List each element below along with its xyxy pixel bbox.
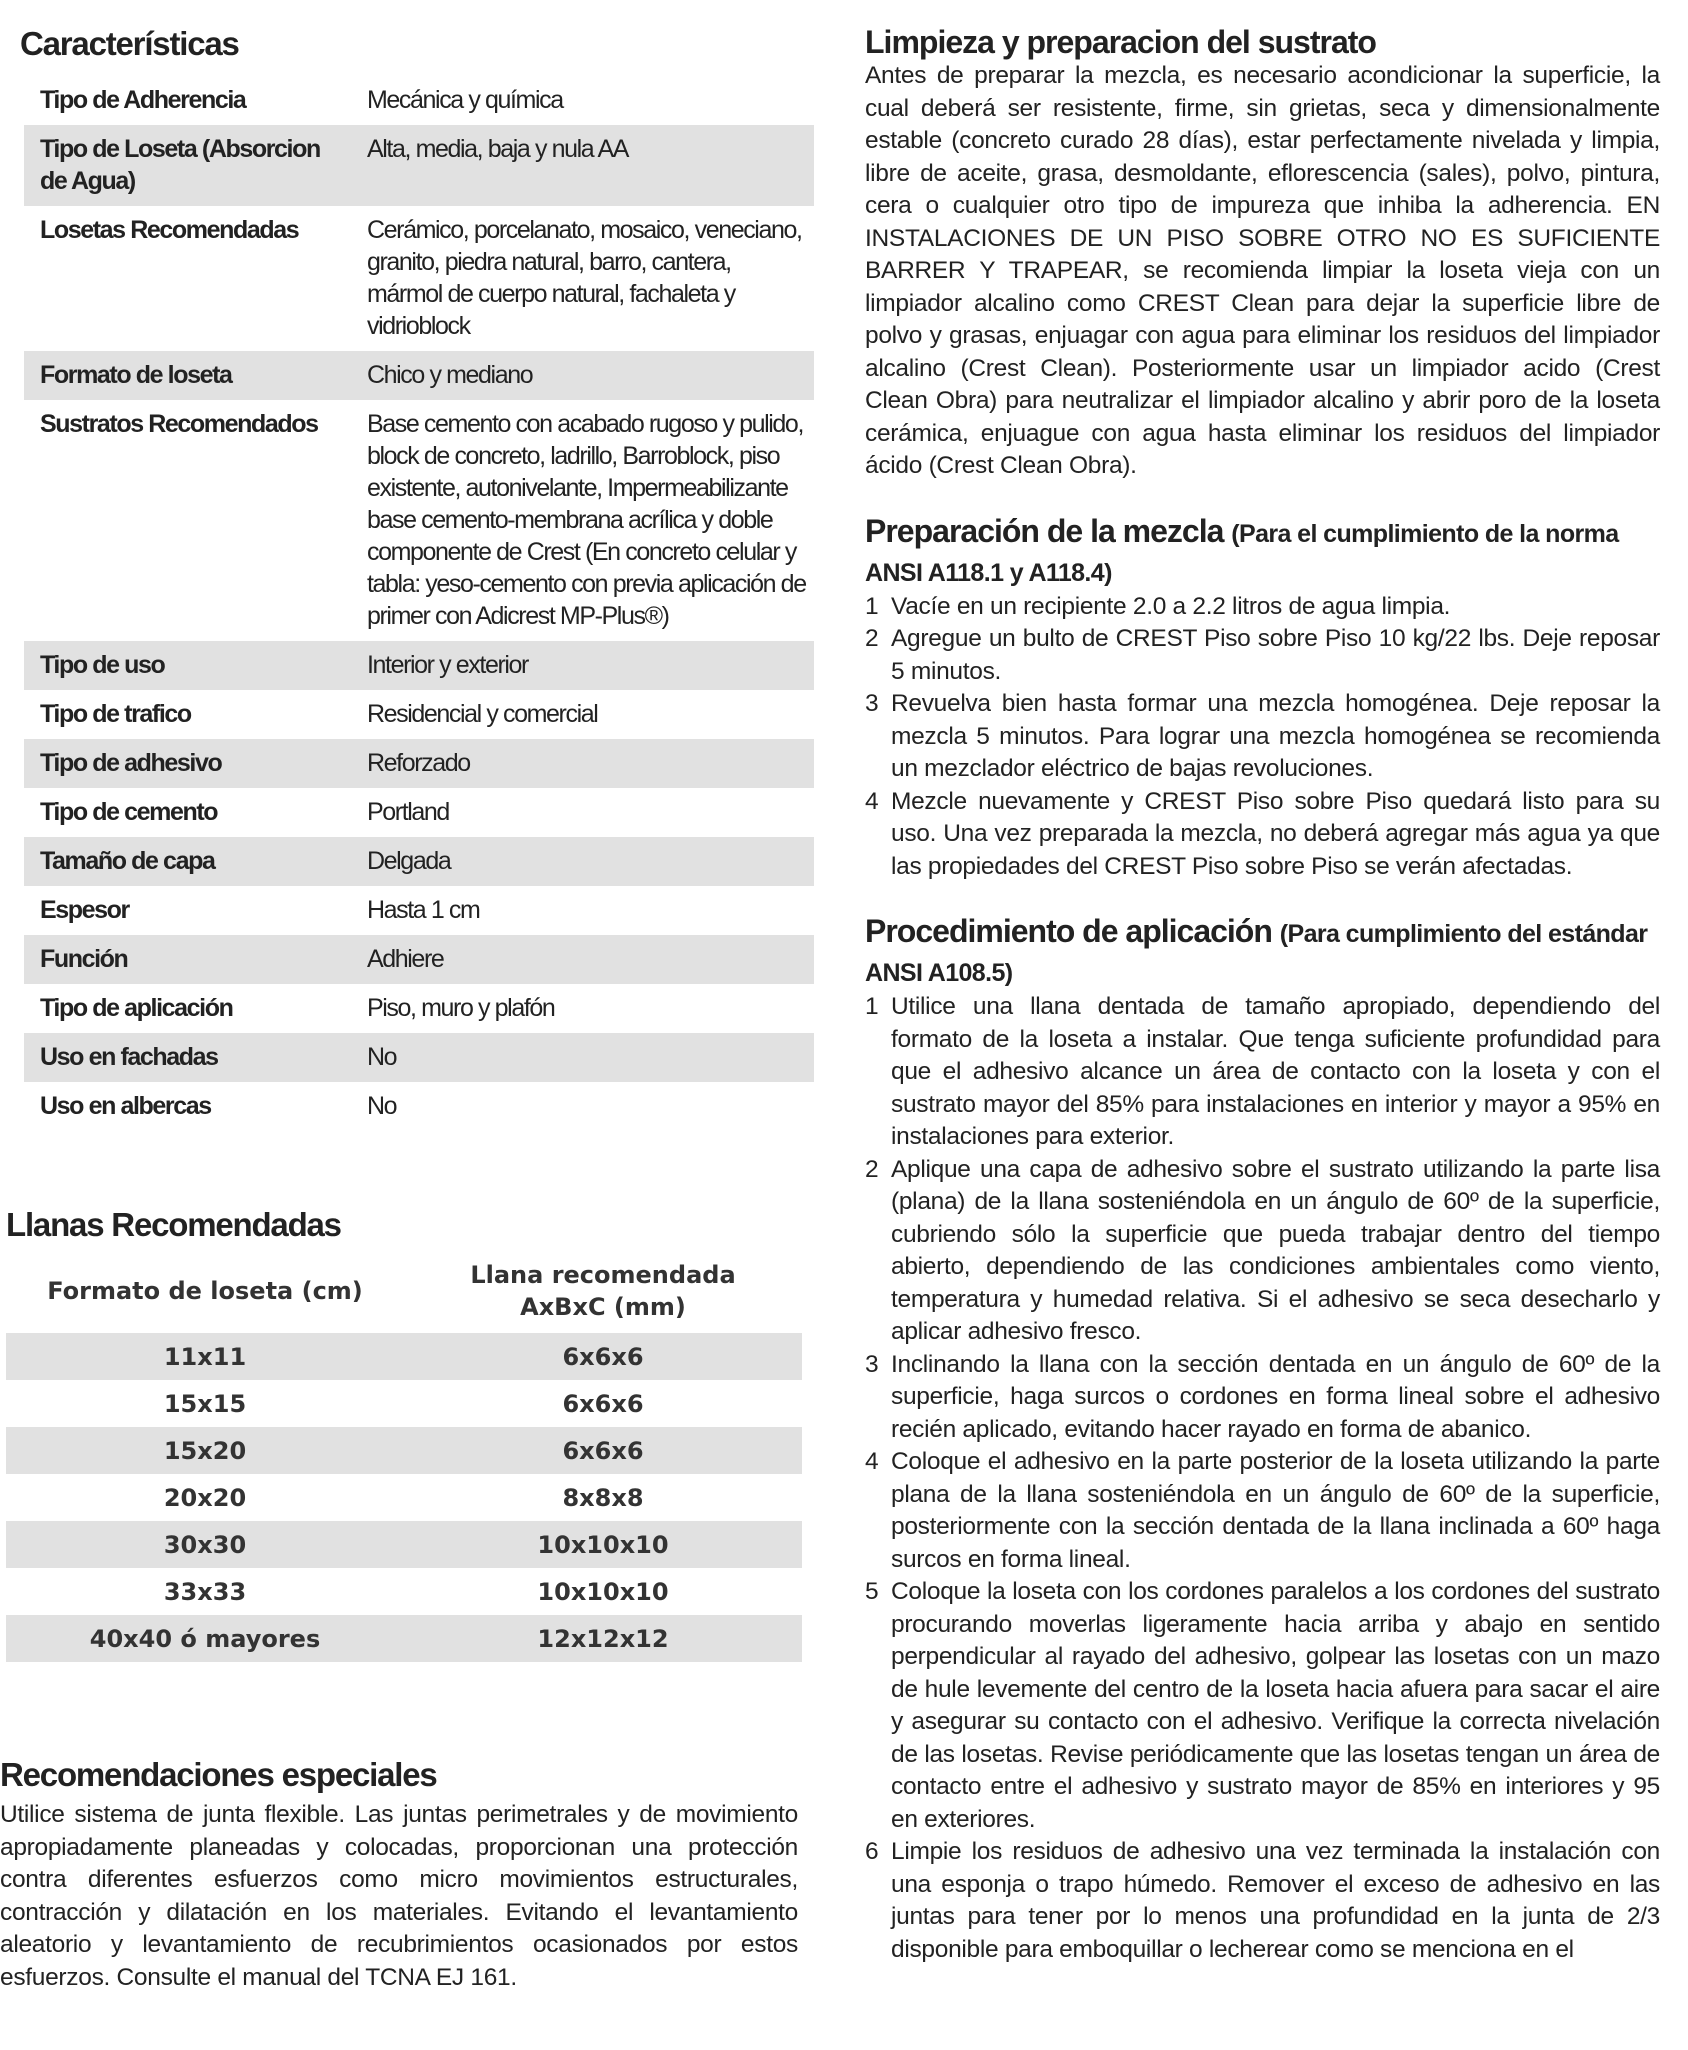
caracteristicas-row xyxy=(24,886,814,935)
llanas-row xyxy=(6,1427,802,1474)
caracteristicas-row xyxy=(24,206,814,351)
left-column xyxy=(20,24,820,1131)
step-number: 3 xyxy=(865,690,879,717)
recomendaciones-text: Utilice sistema de junta flexible. Las juntas perimetrales y de movimiento apropiadamente planeadas y colocadas, proporcionan una protección contra diferentes esfuerzos como micro movimientos estructurales, contracción y dilatación en los materiales. Evitando el levantamiento aleatorio y levantamiento de recubrimientos ocasionados por estos esfuerzos. Consulte el manual del TCNA EJ 161. xyxy=(0,1801,798,1991)
caracteristicas-row xyxy=(24,1082,814,1131)
procedimiento-step xyxy=(865,1154,1660,1349)
llanas-llana-cell: 10x10x10 xyxy=(537,1577,669,1606)
step-text: Agregue un bulto de CREST Piso sobre Piso 10 kg/22 lbs. Deje reposar 5 minutos. xyxy=(891,625,1660,685)
procedimiento-title: Procedimiento de aplicación xyxy=(865,913,1272,949)
caracteristicas-row xyxy=(24,690,814,739)
llanas-llana-cell: 10x10x10 xyxy=(404,1521,802,1568)
preparacion-step xyxy=(865,786,1660,884)
caracteristicas-row xyxy=(24,400,814,641)
caracteristica-value: Delgada xyxy=(351,837,814,886)
caracteristicas-row xyxy=(24,76,814,125)
caracteristicas-row xyxy=(24,984,814,1033)
step-number: 3 xyxy=(865,1350,879,1378)
caracteristica-label: Tipo de Loseta (Absorcion de Agua) xyxy=(24,125,351,206)
procedimiento-heading xyxy=(865,913,1660,991)
llanas-row xyxy=(6,1615,802,1662)
caracteristica-value: Cerámico, porcelanato, mosaico, veneciano, granito, piedra natural, barro, cantera, mármol de cuerpo natural, fachaleta y vidrioblock xyxy=(367,216,802,340)
step-text: Inclinando la llana con la sección dentada en un ángulo de 60º de la superficie, haga surcos o cordones en forma lineal sobre el adhesivo recién aplicado, evitando hacer rayado en forma de abanico. xyxy=(891,1350,1660,1443)
caracteristicas-row xyxy=(24,788,814,837)
preparacion-step xyxy=(865,688,1660,786)
llanas-row xyxy=(6,1333,802,1380)
llanas-formato-cell: 15x15 xyxy=(163,1389,247,1418)
caracteristica-label: Tipo de aplicación xyxy=(40,994,233,1022)
llanas-row xyxy=(6,1380,802,1427)
llanas-llana-cell: 6x6x6 xyxy=(404,1333,802,1380)
caracteristica-value: Interior y exterior xyxy=(351,641,814,690)
caracteristica-value: Reforzado xyxy=(351,739,814,788)
step-text: Coloque el adhesivo en la parte posterior de la loseta utilizando la parte plana de la llana sosteniéndola en un ángulo de 60º de la superficie, posteriormente con la sección dentada de la llana inclinada a 60º haga surcos en forma lineal. xyxy=(891,1448,1660,1573)
llanas-formato-cell: 40x40 ó mayores xyxy=(6,1615,404,1662)
preparacion-steps xyxy=(865,591,1660,884)
llanas-row xyxy=(6,1568,802,1615)
caracteristica-label: Tipo de cemento xyxy=(40,798,218,826)
step-number: 2 xyxy=(865,1155,879,1183)
recomendaciones-section xyxy=(0,1755,798,1994)
procedimiento-step xyxy=(865,1349,1660,1447)
llanas-formato-cell: 20x20 xyxy=(163,1483,247,1512)
caracteristicas-row xyxy=(24,837,814,886)
preparacion-heading xyxy=(865,513,1660,591)
caracteristica-value: Mecánica y química xyxy=(367,86,563,114)
caracteristica-label: Losetas Recomendadas xyxy=(40,216,299,244)
procedimiento-section xyxy=(865,913,1660,1966)
llanas-llana-cell: 8x8x8 xyxy=(562,1483,644,1512)
llanas-formato-cell: 15x20 xyxy=(6,1427,404,1474)
llanas-table xyxy=(6,1259,802,1662)
step-text: Revuelva bien hasta formar una mezcla homogénea. Deje reposar la mezcla 5 minutos. Para lograr una mezcla homogénea se recomienda un mezclador eléctrico de bajas revoluciones. xyxy=(891,690,1660,782)
step-number: 1 xyxy=(865,993,879,1020)
preparacion-title: Preparación de la mezcla xyxy=(865,512,1224,549)
step-number: 1 xyxy=(865,592,879,620)
preparacion-step xyxy=(865,623,1660,688)
procedimiento-subtitle: (Para cumplimiento del estándar ANSI A108.5) xyxy=(865,920,1648,987)
step-text: Mezcle nuevamente y CREST Piso sobre Piso quedará listo para su uso. Una vez preparada la mezcla, no deberá agregar más agua ya que las propiedades del CREST Piso sobre Piso se verán afectadas. xyxy=(891,787,1660,880)
caracteristicas-table xyxy=(24,76,814,1131)
limpieza-text: Antes de preparar la mezcla, es necesario acondicionar la superficie, la cual deberá ser resistente, firme, sin grietas, seca y dimensionalmente estable (concreto curado 28 días), estar perfectamente nivelada y limpia, libre de aceite, grasa, desmoldante, eflorescencia (sales), polvo, pintura, cera o cualquier otro tipo de impureza que inhiba la adherencia. EN INSTALACIONES DE UN PISO SOBRE OTRO NO ES SUFICIENTE BARRER Y TRAPEAR, se recomienda limpiar la loseta vieja con un limpiador alcalino como CREST Clean para dejar la superficie libre de polvo y grasas, enjuagar con agua para eliminar los residuos del limpiador alcalino (Crest Clean). Posteriormente usar un limpiador acido (Crest Clean Obra) para neutralizar el limpiador alcalino y abrir poro de la loseta cerámica, enjuague con agua hasta eliminar los residuos del limpiador ácido (Crest Clean Obra). xyxy=(865,62,1660,479)
llanas-section xyxy=(6,1205,802,1662)
step-number: 2 xyxy=(865,625,879,652)
caracteristica-value: Base cemento con acabado rugoso y pulido, block de concreto, ladrillo, Barroblock, piso existente, autonivelante, Impermeabilizante base cemento-membrana acrílica y doble componente de Crest (En concreto celular y tabla: yeso-cemento con previa aplicación de primer con Adicrest MP-Plus®) xyxy=(367,410,806,630)
procedimiento-step xyxy=(865,1836,1660,1966)
step-number: 4 xyxy=(865,787,879,815)
caracteristicas-row xyxy=(24,935,814,984)
llanas-llana-cell: 12x12x12 xyxy=(404,1615,802,1662)
preparacion-subtitle: (Para el cumplimiento de la norma ANSI A118.1 y A118.4) xyxy=(865,519,1619,587)
procedimiento-step xyxy=(865,1446,1660,1576)
llanas-title: Llanas Recomendadas xyxy=(6,1206,341,1243)
llanas-llana-cell: 6x6x6 xyxy=(562,1389,644,1418)
caracteristica-label: Uso en fachadas xyxy=(24,1033,351,1082)
caracteristicas-row xyxy=(24,641,814,690)
procedimiento-step xyxy=(865,1576,1660,1836)
caracteristicas-row xyxy=(24,739,814,788)
caracteristica-value: Chico y mediano xyxy=(351,351,814,400)
caracteristica-value: Residencial y comercial xyxy=(367,700,598,728)
caracteristica-value: Alta, media, baja y nula AA xyxy=(351,125,814,206)
caracteristica-value: No xyxy=(351,1033,814,1082)
step-number: 5 xyxy=(865,1578,879,1605)
caracteristica-label: Espesor xyxy=(40,896,129,924)
caracteristicas-row xyxy=(24,351,814,400)
limpieza-title: Limpieza y preparacion del sustrato xyxy=(865,24,1376,60)
caracteristica-label: Función xyxy=(24,935,351,984)
llanas-formato-cell: 11x11 xyxy=(6,1333,404,1380)
step-text: Vacíe en un recipiente 2.0 a 2.2 litros de agua limpia. xyxy=(891,592,1451,620)
preparacion-section xyxy=(865,513,1660,884)
llanas-formato-cell: 33x33 xyxy=(163,1577,247,1606)
right-column xyxy=(865,24,1660,1966)
caracteristica-value: No xyxy=(367,1092,397,1120)
step-text: Limpie los residuos de adhesivo una vez terminada la instalación con una esponja o trapo húmedo. Remover el exceso de adhesivo en las juntas para tener por lo menos una profundidad en la junta de 2/3 disponible para emboquillar o lecherear como se menciona en el xyxy=(891,1838,1660,1963)
caracteristica-value: Adhiere xyxy=(351,935,814,984)
step-text: Aplique una capa de adhesivo sobre el sustrato utilizando la parte lisa (plana) de la llana sosteniéndola en un ángulo de 60º de la superficie, cubriendo sólo la superficie que pueda trabajar dentro del tiempo abierto, dependiendo de las condiciones ambientales como viento, temperatura y humedad relativa. Si el adhesivo se seca desecharlo y aplicar adhesivo fresco. xyxy=(891,1155,1660,1345)
caracteristica-value: Hasta 1 cm xyxy=(367,896,480,924)
caracteristicas-row xyxy=(24,1033,814,1082)
caracteristica-label: Tipo de Adherencia xyxy=(40,86,246,114)
procedimiento-step xyxy=(865,991,1660,1154)
caracteristica-value: Portland xyxy=(367,798,449,826)
llanas-formato-cell: 30x30 xyxy=(6,1521,404,1568)
llanas-row xyxy=(6,1521,802,1568)
caracteristica-label: Uso en albercas xyxy=(40,1092,211,1120)
caracteristica-value: Piso, muro y plafón xyxy=(367,994,555,1022)
preparacion-step xyxy=(865,591,1660,624)
llanas-llana-cell: 6x6x6 xyxy=(404,1427,802,1474)
caracteristicas-title: Características xyxy=(20,25,239,62)
caracteristica-label: Tipo de trafico xyxy=(40,700,191,728)
llanas-row xyxy=(6,1474,802,1521)
caracteristica-label: Tamaño de capa xyxy=(24,837,351,886)
step-text: Utilice una llana dentada de tamaño apropiado, dependiendo del formato de la loseta a instalar. Que tenga suficiente profundidad para que el adhesivo alcance un área de contacto con la loseta y con el sustrato mayor del 85% para instalaciones en interior y mayor a 95% en instalaciones para exterior. xyxy=(891,993,1660,1150)
step-number: 4 xyxy=(865,1448,879,1475)
caracteristica-label: Tipo de uso xyxy=(24,641,351,690)
recomendaciones-title: Recomendaciones especiales xyxy=(0,1756,437,1793)
caracteristicas-row xyxy=(24,125,814,206)
caracteristica-label: Tipo de adhesivo xyxy=(24,739,351,788)
llanas-header-llana: Llana recomendada AxBxC (mm) xyxy=(470,1261,736,1321)
caracteristica-label: Formato de loseta xyxy=(24,351,351,400)
procedimiento-steps xyxy=(865,991,1660,1966)
step-text: Coloque la loseta con los cordones paralelos a los cordones del sustrato procurando moverlas ligeramente hacia arriba y abajo en sentido perpendicular al rayado del adhesivo, golpear las losetas con un mazo de hule levemente del centro de la loseta hacia afuera para sacar el aire y asegurar su contacto con el adhesivo. Verifique la correcta nivelación de las losetas. Revise periódicamente que las losetas tengan un área de contacto entre el adhesivo y sustrato mayor de 85% en interiores y 95 en exteriores. xyxy=(891,1578,1660,1833)
llanas-header-formato: Formato de loseta (cm) xyxy=(47,1277,363,1305)
step-number: 6 xyxy=(865,1838,879,1865)
caracteristica-label: Sustratos Recomendados xyxy=(40,410,318,438)
